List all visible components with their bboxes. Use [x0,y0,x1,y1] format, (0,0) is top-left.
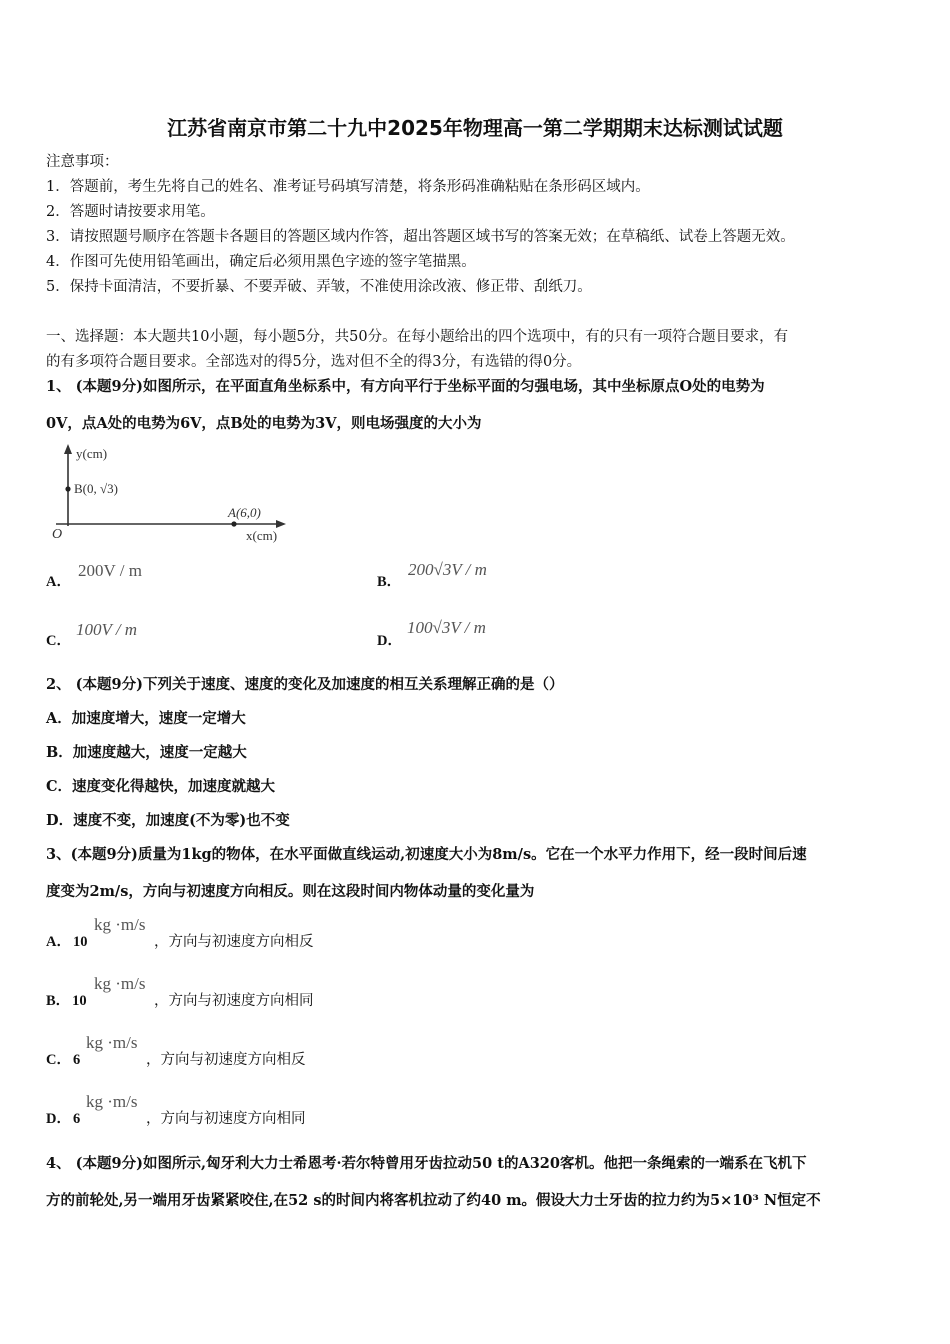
origin-label: O [52,527,63,542]
option-text: ，方向与初速度方向相反 [154,934,314,950]
option-unit: kg ·m/s [86,1033,138,1052]
notice-item: 3．请按照题号顺序在答题卡各题目的答题区域内作答，超出答题区域书写的答案无效；在草稿纸、试卷上答题无效。 [46,229,795,245]
notice-item: 2．答题时请按要求用笔。 [46,204,215,220]
x-axis-label: x(cm) [246,528,278,543]
coordinate-figure [46,440,296,550]
question-1-option-c[interactable] [46,629,71,650]
question-1-option-b[interactable] [377,570,401,591]
x-axis-arrow [276,520,286,528]
option-label: A． [46,574,71,590]
question-1-stem: 0V，点A处的电势为6V，点B处的电势为3V，则电场强度的大小为 [46,415,482,432]
option-unit: kg ·m/s [94,915,146,934]
option-label: C． [46,633,71,649]
point-a-label: A(6,0) [228,505,261,520]
notice-heading: 注意事项： [46,154,119,170]
point-b [65,486,70,491]
option-d-value: 100√3V / m [407,618,486,637]
y-axis-label: y(cm) [76,446,108,461]
notice-item: 5．保持卡面清洁，不要折暴、不要弄破、弄皱，不准使用涂改液、修正带、刮纸刀。 [46,279,592,295]
question-3-stem: 3、(本题9分)质量为1kg的物体，在水平面做直线运动,初速度大小为8m/s。它在一个水平力作用下，经一段时间后速 [46,846,807,863]
question-2-option-a[interactable]: A．加速度增大，速度一定增大 [46,710,246,727]
point-a [231,521,236,526]
option-b-value: 200√3V / m [408,560,487,579]
question-2-option-c[interactable]: C．速度变化得越快，加速度就越大 [46,778,276,795]
option-number: 6 [72,1052,81,1068]
option-unit: kg ·m/s [86,1092,138,1111]
section-instructions: 一、选择题：本大题共10小题，每小题5分，共50分。在每小题给出的四个选项中，有的只有一项符合题目要求，有 [46,329,789,345]
question-4-stem: 方的前轮处,另一端用牙齿紧紧咬住,在52 s的时间内将客机拉动了约40 m。假设大力士牙齿的拉力约为5×10³ N恒定不 [46,1192,821,1209]
notice-item: 4．作图可先使用铅笔画出，确定后必须用黑色字迹的签字笔描黑。 [46,254,476,270]
section-instructions: 的有多项符合题目要求。全部选对的得5分，选对但不全的得3分，有选错的得0分。 [46,354,582,370]
point-b-label: B(0, √3) [74,481,118,496]
question-3-option-d[interactable]: D． 6 [46,1111,81,1127]
question-3-option-c[interactable]: C． 6 [46,1052,81,1068]
notice-item: 1．答题前，考生先将自己的姓名、准考证号码填写清楚，将条形码准确粘贴在条形码区域内。 [46,179,650,195]
question-1-option-d[interactable] [377,629,402,650]
question-1-option-a[interactable] [46,570,71,591]
option-unit: kg ·m/s [94,974,146,993]
option-c-value: 100V / m [76,620,138,639]
question-2-option-d[interactable]: D．速度不变，加速度(不为零)也不变 [46,812,290,829]
option-text: ，方向与初速度方向相反 [146,1052,306,1068]
question-2-stem: 2、 (本题9分)下列关于速度、速度的变化及加速度的相互关系理解正确的是（） [46,676,564,693]
question-3-option-b[interactable]: B． 10 [46,993,87,1009]
y-axis-arrow [64,444,72,454]
question-3-option-a[interactable]: A． 10 [46,934,88,950]
option-number: 10 [72,993,87,1009]
option-text: ，方向与初速度方向相同 [154,993,314,1009]
question-1-stem: 1、 (本题9分)如图所示，在平面直角坐标系中，有方向平行于坐标平面的匀强电场，其中坐标原点O处的电势为 [46,378,765,395]
question-3-stem: 度变为2m/s，方向与初速度方向相反。则在这段时间内物体动量的变化量为 [46,883,535,900]
option-a-value: 200V / m [78,561,142,580]
question-2-option-b[interactable]: B．加速度越大，速度一定越大 [46,744,247,761]
option-label: B． [377,574,402,590]
option-number: 6 [72,1111,81,1127]
page-title: 江苏省南京市第二十九中2025年物理高一第二学期期末达标测试试题 [167,116,783,140]
option-text: ，方向与初速度方向相同 [146,1111,306,1127]
question-4-stem: 4、 (本题9分)如图所示,匈牙利大力士希恩考·若尔特曾用牙齿拉动50 t的A320客机。他把一条绳索的一端系在飞机下 [46,1155,807,1172]
option-number: 10 [72,934,88,950]
option-label: D． [377,633,402,649]
